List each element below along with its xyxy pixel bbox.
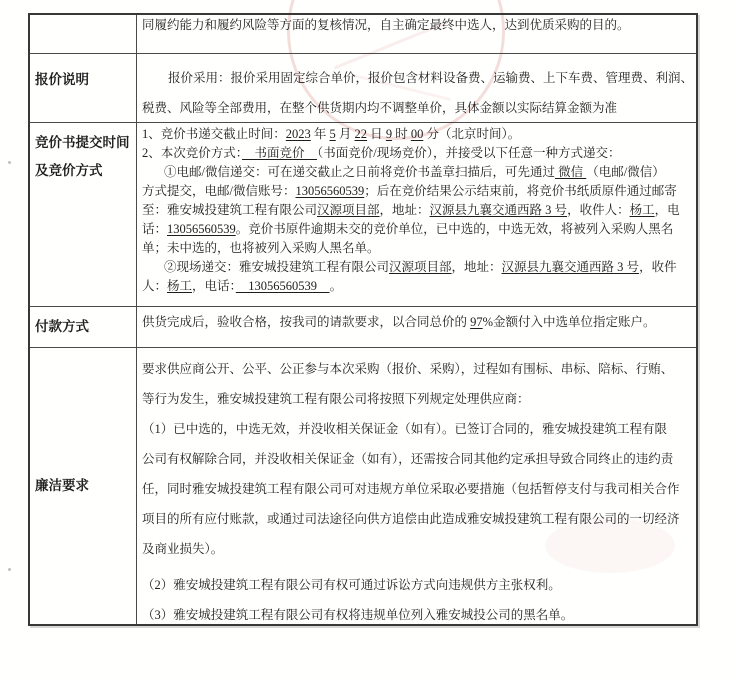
row-label-cell bbox=[30, 123, 137, 306]
filled-blank-text: 汉源县九襄交通西路 3 号 bbox=[429, 203, 568, 217]
text-line bbox=[142, 570, 692, 600]
text-segment: 供货完成后，验收合格，按我司的请款要求，以合同总价的 bbox=[142, 315, 471, 329]
text-segment: 税费、风险等全部费用，在整个供货期内均不调整单价，具体金额以实际结算金额为准 bbox=[142, 101, 618, 115]
text-segment: 等行为发生，雅安城投建筑工程有限公司将按照下列规定处理供应商： bbox=[142, 392, 530, 406]
row-integrity bbox=[30, 347, 696, 624]
text-line bbox=[142, 354, 692, 384]
row-continuation bbox=[30, 15, 696, 53]
scan-speck bbox=[8, 161, 11, 164]
text-segment: 及商业损失）。 bbox=[142, 542, 224, 556]
text-segment: ；后在竞价结果公示结束前，将竞价书纸质原件通过邮寄 bbox=[364, 184, 677, 198]
row-submission-time-method bbox=[30, 122, 696, 306]
text-segment: （1）已中选的，中选无效，并没收相关保证金（如有）。已签订合同的，雅安城投建筑工程有限 bbox=[142, 422, 668, 436]
text-line bbox=[142, 239, 692, 258]
row-label-cell bbox=[30, 54, 137, 122]
text-line bbox=[142, 534, 692, 564]
row-content-cell bbox=[137, 348, 696, 624]
row-label-cell bbox=[30, 307, 137, 347]
row-label: 付款方式 bbox=[35, 319, 89, 334]
scan-speck bbox=[8, 568, 11, 571]
filled-blank-text: 13056560539 bbox=[167, 222, 236, 236]
text-segment: （2）雅安城投建筑工程有限公司有权可通过诉讼方式向违规供方主张权利。 bbox=[142, 578, 561, 592]
filled-blank-text: 汉源项目部 bbox=[317, 203, 380, 217]
text-segment: 。 bbox=[329, 279, 343, 293]
text-line bbox=[142, 277, 692, 296]
requirements-table bbox=[28, 13, 698, 626]
text-segment: 单；未中选的，也将被列入采购人黑名单。 bbox=[142, 241, 380, 255]
text-segment: %金额付入中选单位指定账户。 bbox=[482, 315, 656, 329]
text-segment: ，收件 bbox=[639, 260, 677, 274]
text-segment: 话： bbox=[142, 222, 168, 236]
text-segment: 月 bbox=[335, 127, 355, 141]
text-segment: （书面竞价/现场竞价），并接受以下任意一种方式递交： bbox=[317, 146, 621, 160]
row-label-cell bbox=[30, 15, 137, 53]
text-segment: 时 bbox=[392, 127, 411, 141]
filled-blank-text: 13056560539 bbox=[235, 279, 330, 293]
text-segment: 2、本次竞价方式： bbox=[142, 146, 243, 160]
text-line bbox=[142, 144, 692, 163]
text-segment: （电邮/微信） bbox=[586, 165, 665, 179]
row-label: 廉洁要求 bbox=[35, 478, 89, 493]
row-label-cell bbox=[30, 348, 137, 624]
text-line bbox=[142, 182, 692, 201]
text-line bbox=[142, 258, 692, 277]
text-segment: ，电话： bbox=[192, 279, 236, 293]
text-line bbox=[142, 312, 692, 332]
row-quote-note bbox=[30, 53, 696, 122]
text-segment: 分（北京时间）。 bbox=[423, 127, 521, 141]
text-line bbox=[142, 63, 693, 93]
text-segment: ，收件人： bbox=[567, 203, 630, 217]
filled-blank-text: 杨工 bbox=[167, 279, 193, 293]
text-segment: ①电邮/微信递交：可在递交截止之日前将竞价书盖章扫描后，可先通过 bbox=[164, 165, 555, 179]
text-line bbox=[142, 600, 692, 624]
filled-blank-text: 汉源县九襄交通西路 3 号 bbox=[501, 260, 640, 274]
row-content-cell bbox=[137, 307, 696, 347]
text-segment: 要求供应商公开、公平、公正参与本次采购（报价、采购），过程如有围标、串标、陪标、行贿、 bbox=[142, 362, 674, 376]
text-segment: ，电 bbox=[654, 203, 680, 217]
text-line bbox=[142, 201, 692, 220]
text-line bbox=[142, 220, 692, 239]
text-segment: （3）雅安城投建筑工程有限公司有权将违规单位列入雅安城投公司的黑名单。 bbox=[142, 608, 574, 622]
filled-blank-text: 5 bbox=[329, 127, 336, 141]
text-segment: ②现场递交：雅安城投建筑工程有限公司 bbox=[164, 260, 390, 274]
filled-blank-text: 书面竞价 bbox=[242, 146, 318, 160]
text-line bbox=[142, 15, 692, 35]
text-segment: 。竞价书原件逾期未交的竞价单位，已中选的，中选无效，将被列入采购人黑名 bbox=[235, 222, 674, 236]
filled-blank-text: 杨工 bbox=[629, 203, 655, 217]
text-line bbox=[142, 414, 692, 444]
text-line bbox=[142, 444, 692, 474]
filled-blank-text: 汉源项目部 bbox=[389, 260, 452, 274]
filled-blank-text: 00 bbox=[410, 127, 424, 141]
filled-blank-text: 22 bbox=[354, 127, 368, 141]
text-segment: 公司有权解除合同，并没收相关保证金（如有），还需按合同其他约定承担导致合同终止的违约责 bbox=[142, 452, 674, 466]
filled-blank-text: 2023 bbox=[285, 127, 311, 141]
row-label: 报价说明 bbox=[35, 72, 89, 87]
text-segment: 1、竞价书递交截止时间： bbox=[142, 127, 286, 141]
row-payment bbox=[30, 306, 696, 347]
text-segment: 人： bbox=[142, 279, 168, 293]
text-segment: ，地址： bbox=[451, 260, 502, 274]
text-segment: 报价采用：报价采用固定综合单价，报价包含材料设备费、运输费、上下车费、管理费、利润、 bbox=[168, 71, 694, 85]
text-segment: 至：雅安城投建筑工程有限公司 bbox=[142, 203, 318, 217]
filled-blank-text: 97 bbox=[470, 315, 483, 329]
text-segment: 年 bbox=[310, 127, 330, 141]
text-segment: 项目的所有应付账款，或通过司法途径向供方追偿由此造成雅安城投建筑工程有限公司的一切经济 bbox=[142, 512, 680, 526]
row-label: 竞价书提交时间 bbox=[35, 135, 130, 150]
text-line bbox=[142, 474, 692, 504]
text-segment: 方式提交，电邮/微信账号： bbox=[142, 184, 296, 198]
text-line bbox=[142, 504, 692, 534]
text-line bbox=[142, 93, 693, 122]
text-segment: 日 bbox=[367, 127, 386, 141]
filled-blank-text: 9 bbox=[385, 127, 393, 141]
row-content-cell bbox=[137, 15, 696, 53]
filled-blank-text: 13056560539 bbox=[295, 184, 365, 198]
text-segment: ，地址： bbox=[379, 203, 430, 217]
text-segment: 同履约能力和履约风险等方面的复核情况，自主确定最终中选人，达到优质采购的目的。 bbox=[142, 18, 630, 32]
text-segment: 任，同时雅安城投建筑工程有限公司可对违规方单位采取必要措施（包括暂停支付与我司相关合作 bbox=[142, 482, 680, 496]
text-line bbox=[142, 384, 692, 414]
text-line bbox=[142, 125, 692, 144]
row-content-cell bbox=[137, 123, 696, 306]
text-line bbox=[142, 163, 692, 182]
row-content-cell bbox=[137, 54, 696, 122]
row-label: 及竞价方式 bbox=[35, 163, 103, 178]
filled-blank-text: 微信 bbox=[554, 165, 587, 179]
